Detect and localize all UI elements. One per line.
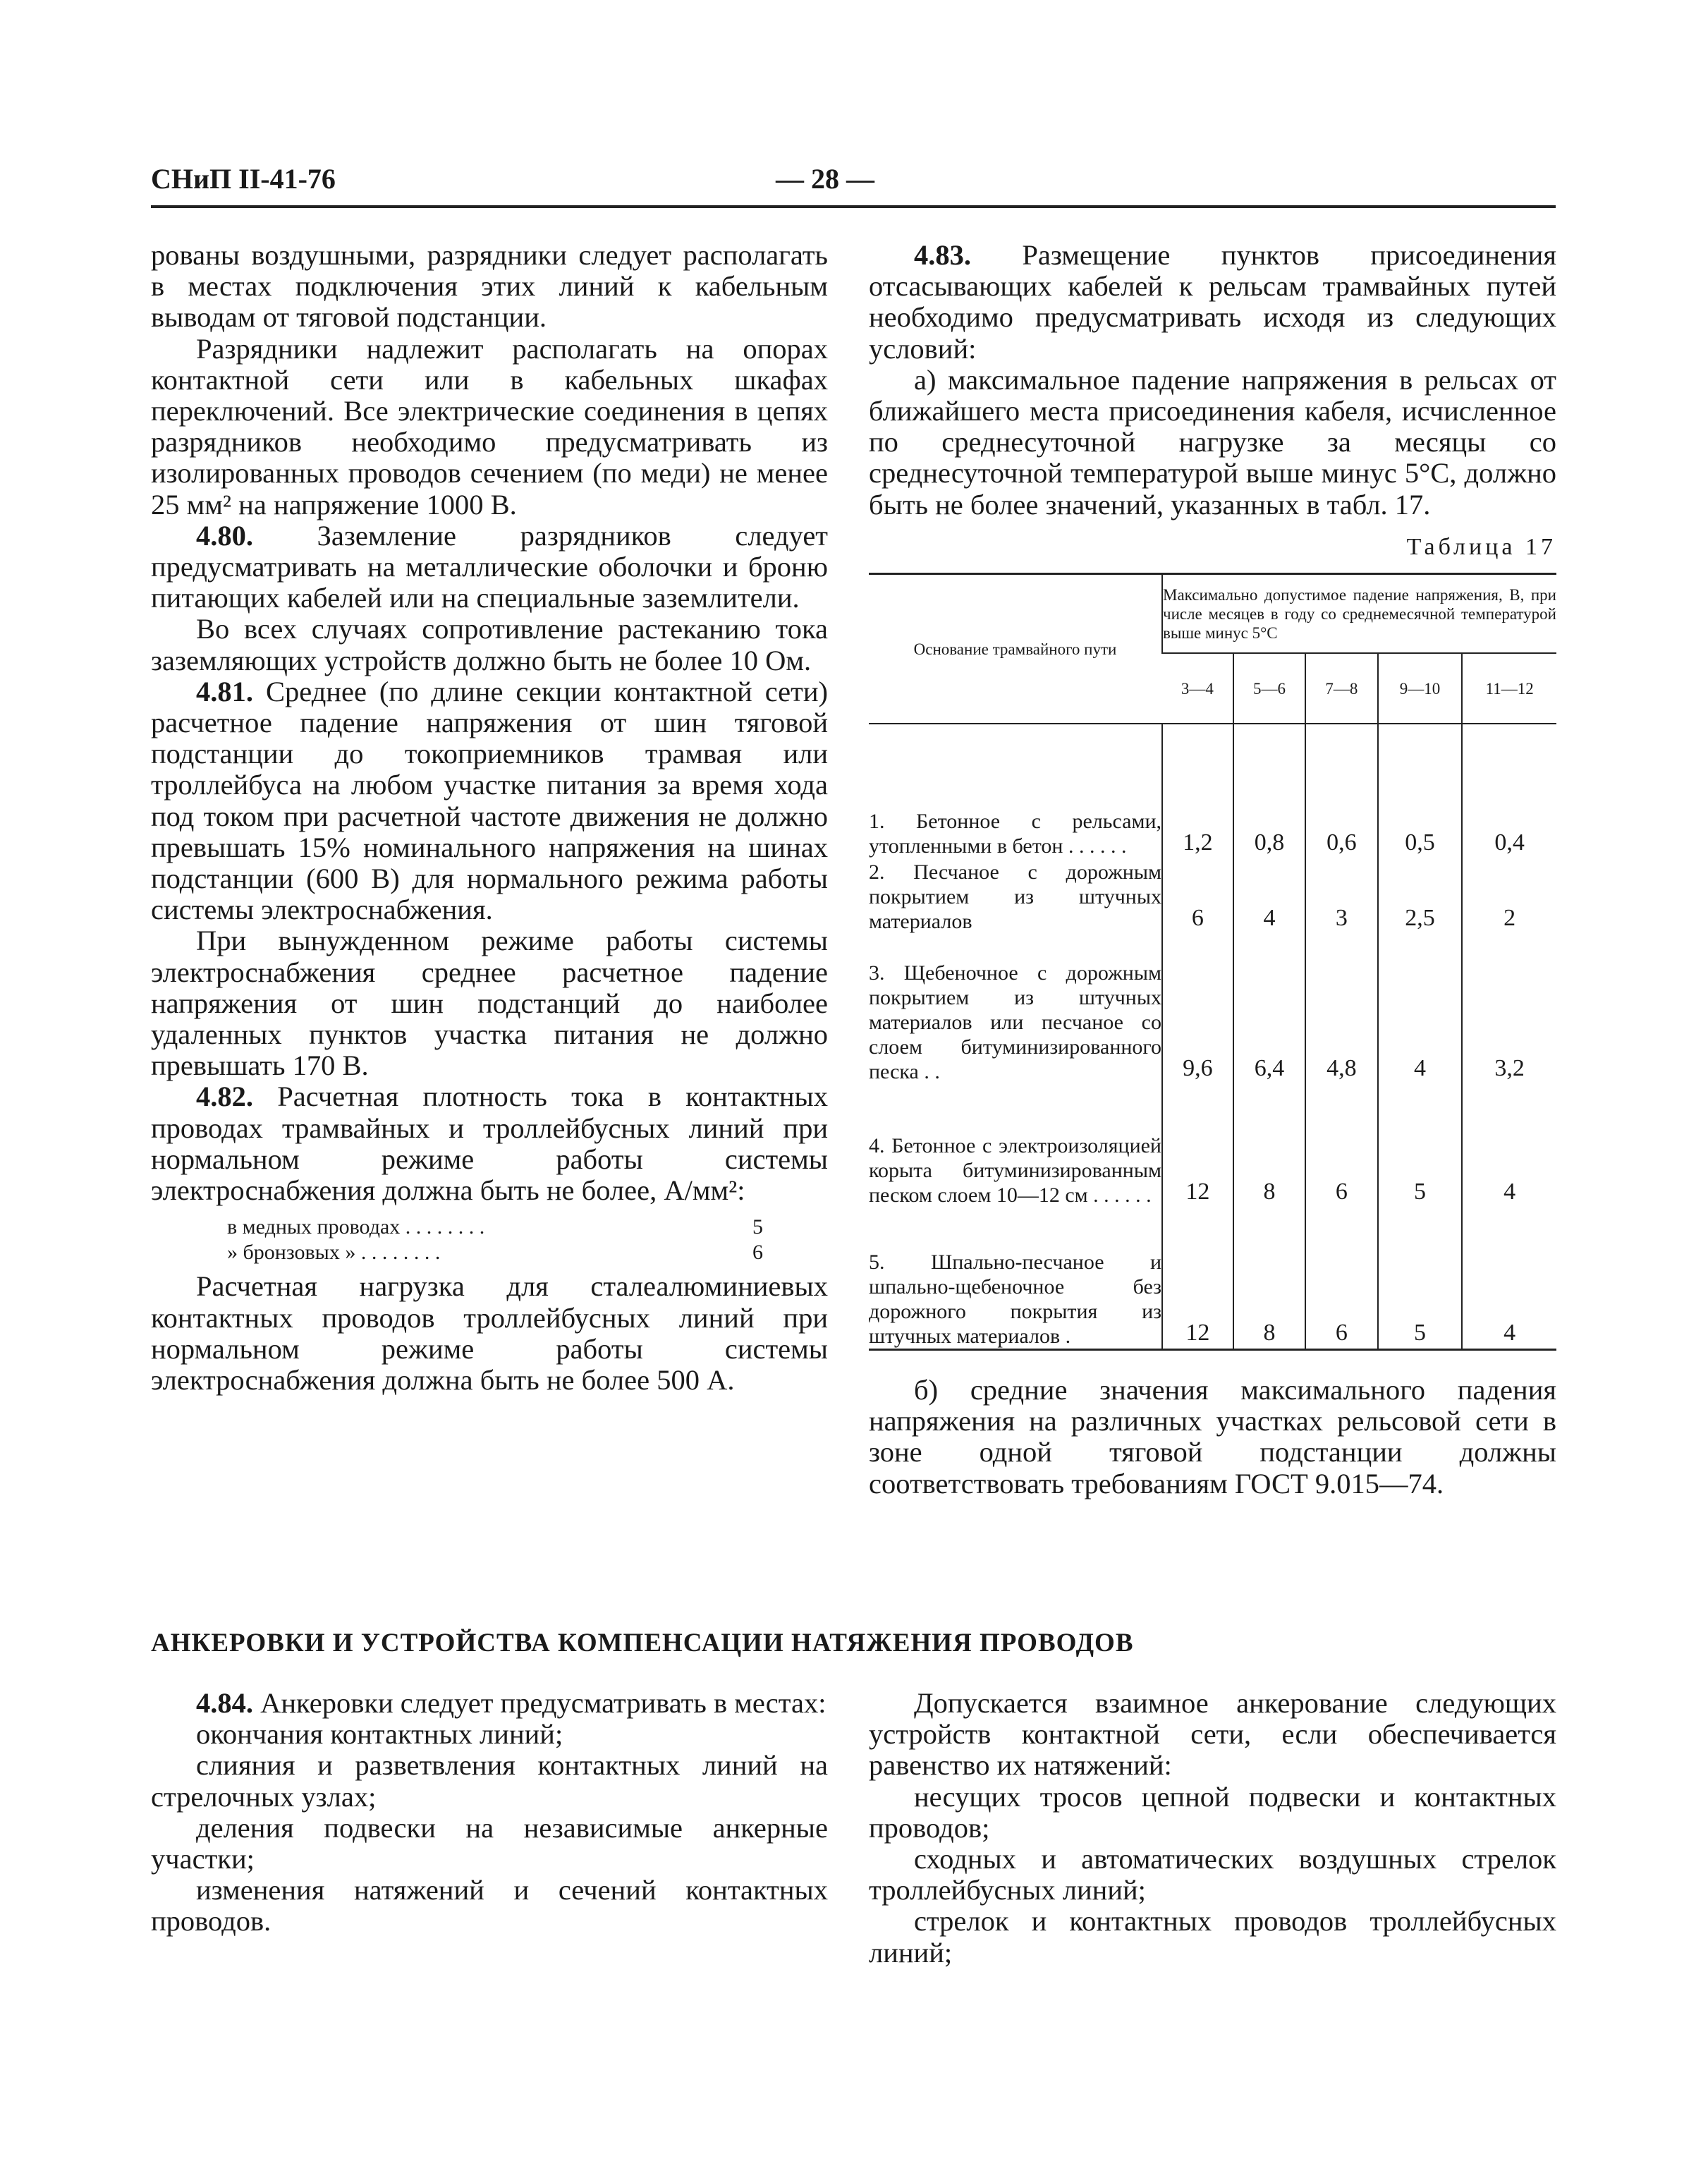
range-header: 7—8 — [1305, 653, 1377, 724]
clause-4-82: 4.82. Расчетная плотность тока в контактных проводах трамвайных и троллейбусных линий при нормальном режиме работы системы электроснабжения должна быть не более, А/мм²: — [151, 1081, 828, 1207]
table-cell: 5 — [1378, 1207, 1463, 1350]
list-item: в медных проводах . . . . . . . . 5 — [227, 1215, 763, 1239]
clause-number: 4.82. — [196, 1081, 253, 1113]
table-cell: 3,2 — [1462, 934, 1556, 1084]
range-header: 9—10 — [1378, 653, 1463, 724]
table-cell: 5 — [1378, 1084, 1463, 1207]
table-cell: 6 — [1305, 1207, 1377, 1350]
header-rule — [151, 205, 1556, 208]
clause-number: 4.81. — [196, 675, 253, 707]
paragraph: Разрядники надлежит располагать на опорах контактной сети или в кабельных шкафах переключений. Все электрические соединения в цепях разрядников необходимо предусматривать из изолированных проводов сечением (по меди) не менее 25 мм² на напряжение 1000 В. — [151, 332, 828, 521]
list-item: несущих тросов цепной подвески и контактных проводов; — [869, 1780, 1556, 1844]
clause-4-80: 4.80. Заземление разрядников следует предусматривать на металлические оболочки и броню питающих кабелей или на специальные заземлители. — [151, 519, 828, 614]
paragraph: а) максимальное падение напряжения в рельсах от ближайшего места присоединения кабеля, исчисленное по среднесуточной нагрузке за месяцы со среднесуточной температурой выше минус 5°С, должно быть не более значений, указанных в табл. 17. — [869, 363, 1556, 521]
table-cell: 4,8 — [1305, 934, 1377, 1084]
table-cell: 2,5 — [1378, 858, 1463, 934]
paragraph: Во всех случаях сопротивление растеканию тока заземляющих устройств должно быть не более 10 Ом. — [151, 613, 828, 676]
paragraph: б) средние значения максимального падения напряжения на различных участках рельсовой сети в зоне одной тяговой подстанции должны соответствовать требованиям ГОСТ 9.015—74. — [869, 1374, 1556, 1499]
table-cell: 9,6 — [1162, 934, 1233, 1084]
paragraph: Допускается взаимное анкерование следующих устройств контактной сети, если обеспечивается равенство их натяжений: — [869, 1687, 1556, 1782]
clause-4-83: 4.83. Размещение пунктов присоединения отсасывающих кабелей к рельсам трамвайных путей необходимо предусматривать исходя из следующих условий: — [869, 239, 1556, 365]
table-cell: 4 — [1462, 1207, 1556, 1350]
table-row — [869, 934, 1556, 1084]
list-item: окончания контактных линий; — [196, 1718, 563, 1751]
table-row — [869, 724, 1556, 858]
document-code: СНиП II-41-76 — [151, 163, 336, 195]
clause-number: 4.84. — [196, 1687, 253, 1719]
paragraph: рованы воздушными, разрядники следует располагать в местах подключения этих линий к кабельным выводам от тяговой подстанции. — [151, 239, 828, 334]
range-header: 5—6 — [1233, 653, 1305, 724]
table-cell: 12 — [1162, 1207, 1233, 1350]
row-label: 3. Щебеночное с дорожным покрытием из штучных материалов или песчаное со слоем битуминизированного песка . . — [869, 961, 1161, 1084]
list-item: деления подвески на независимые анкерные участки; — [151, 1811, 828, 1875]
table-cell: 6,4 — [1233, 934, 1305, 1084]
list-item: слияния и разветвления контактных линий на стрелочных узлах; — [151, 1749, 828, 1813]
section-right-column — [869, 1688, 1556, 1969]
section-left-column — [151, 1688, 828, 1937]
row-label: 5. Шпально-песчаное и шпально-щебеночное без дорожного покрытия из штучных материалов . — [869, 1251, 1161, 1349]
clause-4-84: 4.84. Анкеровки следует предусматривать в местах: — [196, 1687, 826, 1719]
table-caption: Таблица 17 — [1406, 533, 1556, 560]
table-cell: 1,2 — [1162, 724, 1233, 858]
column-header-base: Основание трамвайного пути — [869, 574, 1162, 724]
column-header-max-drop: Максимально допустимое падение напряжения, В, при числе месяцев в году со среднемесячной температурой выше минус 5°С — [1162, 574, 1556, 654]
list-item: стрелок и контактных проводов троллейбусных линий; — [869, 1905, 1556, 1969]
table-cell: 2 — [1462, 858, 1556, 934]
current-density-list — [227, 1215, 763, 1265]
table-17 — [869, 573, 1556, 1351]
table-cell: 0,5 — [1378, 724, 1463, 858]
row-label: 1. Бетонное с рельсами, утопленными в бетон . . . . . . — [869, 810, 1161, 858]
left-column — [151, 240, 828, 1396]
range-header: 11—12 — [1462, 653, 1556, 724]
table-cell: 4 — [1462, 1084, 1556, 1207]
table-cell: 0,4 — [1462, 724, 1556, 858]
clause-number: 4.83. — [914, 239, 971, 271]
paragraph: Расчетная нагрузка для сталеалюминиевых контактных проводов троллейбусных линий при нормальном режиме работы системы электроснабжения должна быть не более 500 А. — [151, 1270, 828, 1396]
page-number: — 28 — — [776, 163, 874, 195]
table-cell: 3 — [1305, 858, 1377, 934]
table-cell: 0,6 — [1305, 724, 1377, 858]
table-row — [869, 1084, 1556, 1207]
list-item: » бронзовых » . . . . . . . . 6 — [227, 1241, 763, 1265]
clause-4-81: 4.81. Среднее (по длине секции контактной сети) расчетное падение напряжения от шин тяговой подстанции до токоприемников трамвая или троллейбуса на любом участке питания за время хода под током при расчетной частоте движения не должно превышать 15% номинального напряжения на шинах подстанции (600 В) для нормального режима работы системы электроснабжения. — [151, 675, 828, 926]
table-cell: 6 — [1305, 1084, 1377, 1207]
section-heading: АНКЕРОВКИ И УСТРОЙСТВА КОМПЕНСАЦИИ НАТЯЖЕНИЯ ПРОВОДОВ — [151, 1629, 1134, 1657]
table-cell: 8 — [1233, 1207, 1305, 1350]
table-row — [869, 858, 1556, 934]
table-cell: 4 — [1378, 934, 1463, 1084]
range-header: 3—4 — [1162, 653, 1233, 724]
row-label: 4. Бетонное с электроизоляцией корыта битуминизированным песком слоем 10—12 см . . . . . . — [869, 1134, 1161, 1207]
right-column — [869, 240, 1556, 1499]
table-cell: 0,8 — [1233, 724, 1305, 858]
table-cell: 8 — [1233, 1084, 1305, 1207]
row-label: 2. Песчаное с дорожным покрытием из штучных материалов — [869, 860, 1161, 934]
table-cell: 4 — [1233, 858, 1305, 934]
paragraph: При вынужденном режиме работы системы электроснабжения среднее расчетное падение напряжения от шин подстанций до наиболее удаленных пунктов участка питания не должно превышать 170 В. — [151, 925, 828, 1082]
table-cell: 6 — [1162, 858, 1233, 934]
table-row — [869, 1207, 1556, 1350]
list-item: сходных и автоматических воздушных стрелок троллейбусных линий; — [869, 1843, 1556, 1906]
table-cell: 12 — [1162, 1084, 1233, 1207]
list-item: изменения натяжений и сечений контактных проводов. — [151, 1874, 828, 1937]
clause-number: 4.80. — [196, 519, 253, 552]
